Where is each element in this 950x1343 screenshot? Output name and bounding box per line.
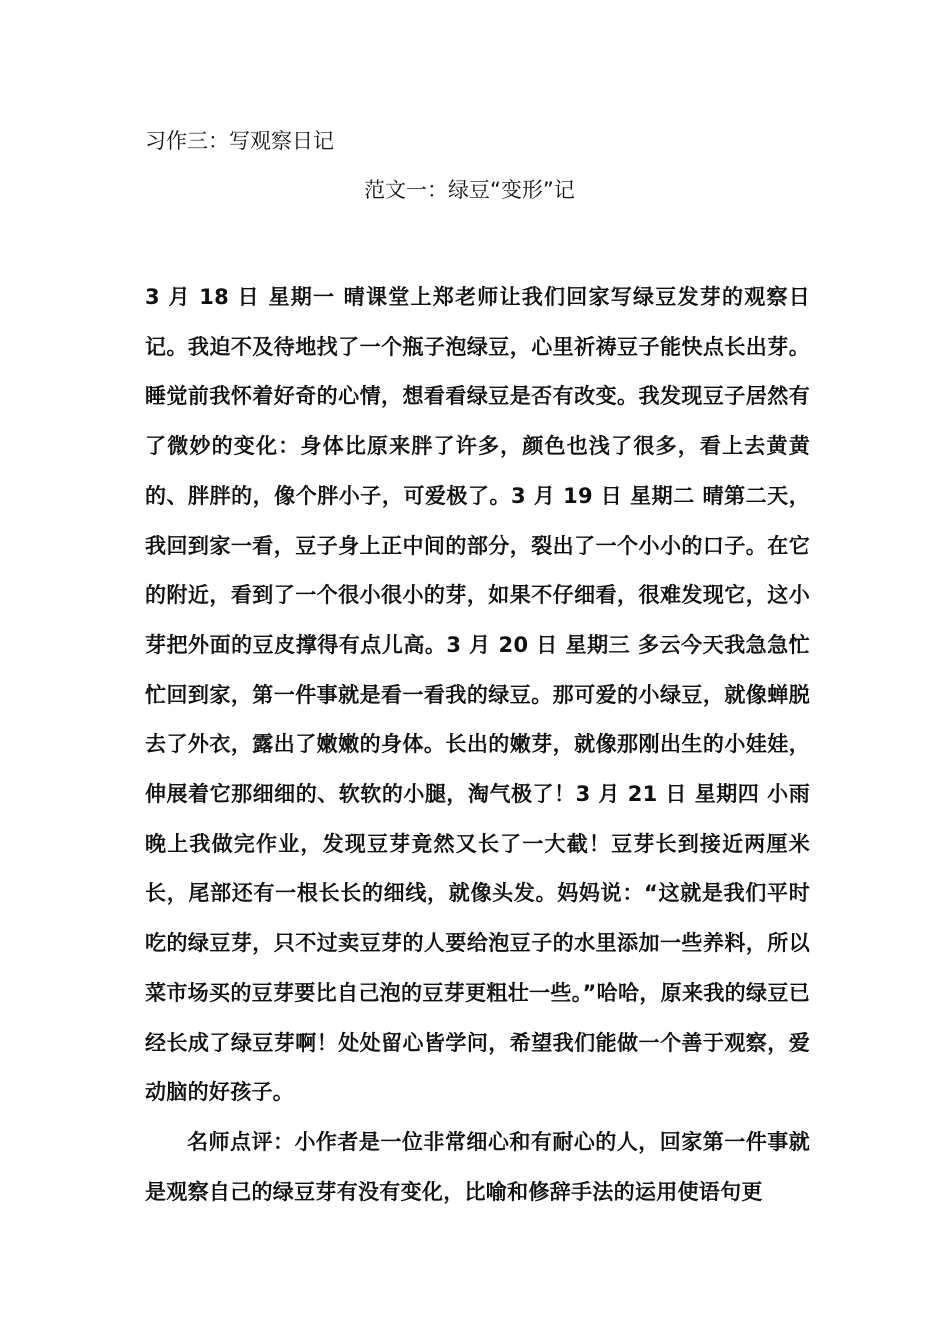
teacher-comment: 名师点评：小作者是一位非常细心和有耐心的人，回家第一件事就是观察自己的绿豆芽有没有变化，比喻和修辞手法的运用使语句更 — [145, 1130, 810, 1204]
diary-entry: 3 月 18 日 星期一 晴课堂上郑老师让我们回家写绿豆发芽的观察日记。我迫不及待地找了一个瓶子泡绿豆，心里祈祷豆子能快点长出芽。睡觉前我怀着好奇的心情，想看看绿豆是否有改变。我发现豆子居然有了微妙的变化：身体比原来胖了许多，颜色也浅了很多，看上去黄黄的、胖胖的，像个胖小子，可爱极了。 — [145, 285, 810, 508]
diary-entry: 3 月 19 日 星期二 晴第二天，我回到家一看，豆子身上正中间的部分，裂出了一个小小的口子。在它的附近，看到了一个很小很小的芽，如果不仔细看，很难发现它，这小芽把外面的豆皮撑得有点儿高。 — [145, 483, 810, 657]
essay-title: 范文一：绿豆“变形”记 — [364, 178, 575, 202]
essay-body — [145, 273, 810, 1118]
assignment-heading: 习作三：写观察日记 — [145, 129, 334, 153]
diary-entry: 3 月 21 日 星期四 小雨晚上我做完作业，发现豆芽竟然又长了一大截！豆芽长到接近两厘米长，尾部还有一根长长的细线，就像头发。妈妈说：“这就是我们平时吃的绿豆芽，只不过卖豆芽的人要给泡豆子的水里添加一些养料，所以菜市场买的豆芽要比自己泡的豆芽更粗壮一些。”哈哈，原来我的绿豆已经长成了绿豆芽啊！处处留心皆学问，希望我们能做一个善于观察，爱动脑的好孩子。 — [145, 782, 811, 1105]
diary-entry: 3 月 20 日 星期三 多云今天我急急忙忙回到家，第一件事就是看一看我的绿豆。那可爱的小绿豆，就像蝉脱去了外衣，露出了嫩嫩的身体。长出的嫩芽，就像那刚出生的小娃娃，伸展着它那细细的、软软的小腿，淘气极了！ — [145, 632, 810, 807]
